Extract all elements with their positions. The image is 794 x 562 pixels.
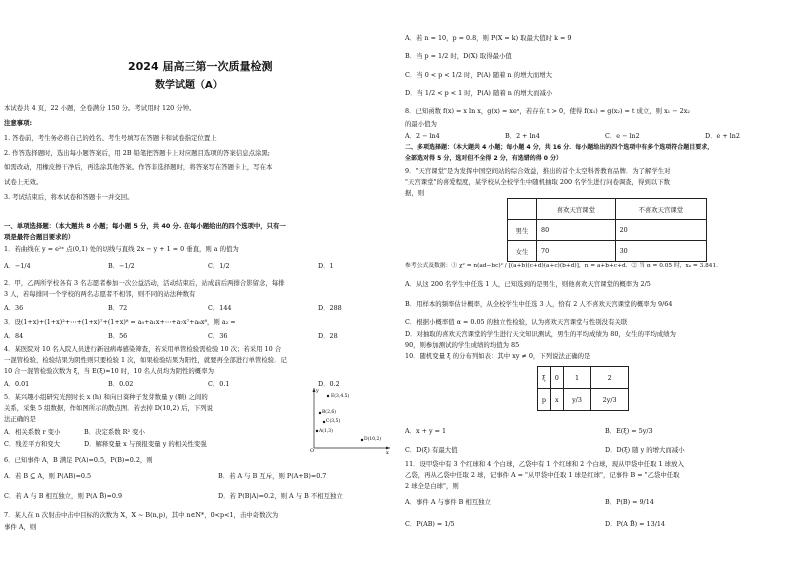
option-d: D．若 P(B|A)=0.2，则 A 与 B 不相互独立 [218,492,343,500]
option-b: B．P(B) = 9/14 [605,498,654,506]
option-b: B．若 A 与 B 互斥，则 P(A+B)=0.7 [218,472,327,480]
table-cell: 不喜欢天宫课堂 [615,199,706,220]
option-b: B．−1/2 [108,262,135,270]
question-11-cont: 乙袋，再从乙袋中任取 2 球，记事件 A = "从甲袋中任取 1 球是红球"，记事件 B = "乙袋中任取 [405,471,680,479]
question-9: 9．"天宫课堂"是为发挥中国空间站的综合效益，推出的首个太空科普教育品牌．为了解学生对 [405,167,671,175]
question-10: 10．随机变量 ξ 的分布列如表：其中 xy ≠ 0，下列说法正确的是 [405,352,591,360]
note-line: 试卷上无效。 [4,178,43,186]
question-5-cont: 法正确的是 [4,415,36,423]
option-a: A．−1/4 [4,262,31,270]
exam-info: 本试卷共 4 页，22 小题，全卷满分 150 分。考试用时 120 分钟。 [4,104,196,112]
table-cell: p [538,389,551,411]
table-cell: 30 [615,241,706,262]
table-cell: 2y/3 [591,389,629,411]
option-d: D．1 [318,262,334,270]
note-line: 2. 作答选择题时，选出每小题答案后，用 2B 铅笔把答题卡上对应题目选项的答案信息点涂黑; [4,149,270,157]
option-c: C．e − ln2 [605,132,640,140]
section1-heading-cont: 项是最符合题目要求的） [4,233,75,241]
option-a: A．相关系数 r 变小 [4,428,61,436]
option-b: B．2 + ln4 [505,132,540,140]
option-b: B．56 [108,332,128,340]
question-11: 11．设甲袋中有 3 个红球和 4 个白球，乙袋中有 1 个红球和 2 个白球，现从甲袋中任取 1 球放入 [405,460,684,468]
y-axis-label: y [316,388,319,394]
option-d: D．288 [318,304,342,312]
table-cell: 2 [591,367,629,389]
option-c: C．36 [208,332,228,340]
survey-table [507,198,707,262]
question-8: 8．已知函数 f(x) = x ln x，g(x) = xeˣ，若存在 t > 0，使得 f(x₁) = g(x₂) = t 成立，则 x₁ − 2x₂ [405,107,690,115]
question-6: 6．已知事件 A，B 满足 P(A)=0.5，P(B)=0.2，则 [4,456,153,464]
option-c: C．根据小概率值 α = 0.05 的独立性检验，认为喜欢天宫课堂与性别没有关联 [405,318,628,326]
table-cell: 20 [615,220,706,241]
option-d: D．D(ξ) 随 y 的增大而减小 [605,446,685,454]
option-b: B．72 [108,304,128,312]
option-b: B．E(ξ) = 5y/3 [605,427,653,435]
note-line: 1. 答卷前，考生务必将自己的姓名、考生号填写在答题卡和试卷指定位置上 [4,134,217,142]
table-cell: 喜欢天宫课堂 [537,199,616,220]
option-b: B．用样本的频率估计概率，从全校学生中任选 3 人，恰有 2 人不喜欢天宫课堂的概率为 9/64 [405,300,673,308]
right-column [397,0,794,562]
table-cell: 70 [537,241,616,262]
option-c: C．1/2 [208,262,230,270]
point-label: C(3,5) [326,419,341,424]
option-b: B．决定系数 R² 变小 [84,428,145,436]
point-d [361,439,363,441]
question-5: 5．某兴趣小组研究光照时长 x (h) 和向日葵种子发芽数量 y (颗) 之间的 [4,393,208,401]
question-3: 3．设(1+x)+(1+x)²+⋯+(1+x)⁷+(1+x)⁸ = a₀+a₁x+⋯+a₇x⁷+a₈x⁸，则 a₂ = [4,318,236,326]
option-d: D．对抽取的喜欢天宫课堂的学生进行天文知识测试，男生的平均成绩为 80，女生的平均成绩为 [405,330,676,338]
option-d: D．解释变量 x 与预报变量 y 的相关性变强 [84,440,207,448]
option-d: D．P(A B̄) = 13/14 [605,520,665,528]
point-label: A(1,3) [319,429,333,434]
table-cell: 0 [550,367,563,389]
option-c: C．残差平方和变大 [4,440,61,448]
option-a: A．x + y = 1 [405,427,447,435]
table-row [508,241,707,262]
option-a: A．36 [4,304,24,312]
option-d: D．e + ln2 [705,132,740,140]
exam-subtitle: 数学试题（A） [155,80,223,91]
question-4: 4．某医院对 10 名入院人员进行新冠病毒感染筛查，若采用单管检验需检验 10 次；若采用 10 合 [4,345,282,353]
question-7: 7．某人在 n 次射击中击中目标的次数为 X，X ~ B(n,p)，其中 n∈N*，0<p<1，击中奇数次为 [4,511,279,519]
x-axis-label: x [386,450,389,454]
point-label: E(3,4.5) [331,394,350,399]
question-9-cont: "天宫课堂"的喜爱程度，某学校从全校学生中随机抽取 200 名学生进行问卷调查，得到以下数 [405,178,670,186]
notes-title: 注意事项: [4,119,33,127]
exam-title: 2024 届高三第一次质量检测 [128,60,273,73]
option-b: B．当 p = 1/2 时，D(X) 取得最小值 [405,52,512,60]
question-11-cont: 2 球全是白球"，则 [405,482,459,490]
table-cell: 女生 [508,241,537,262]
question-7-cont: 事件 A，则 [4,523,37,531]
option-c: C．144 [208,304,232,312]
option-a: A．2 − ln4 [405,132,440,140]
table-cell: 1 [563,367,590,389]
table-row [538,367,629,389]
option-d-cont: 90，则参加测试的学生成绩的均值为 85 [405,341,520,349]
option-c: C．当 0 < p < 1/2 时，P(A) 随着 n 的增大而增大 [405,71,553,79]
option-a: A．0.01 [4,380,30,388]
question-4-cont: 一混管检验，检验结果为阴性则只要检验 1 次，如果检验结果为阳性，就要再全部进行单管检验．记 [4,356,287,364]
option-b: B．0.02 [108,380,134,388]
scatter-plot-figure [300,386,392,454]
option-d: D．0.2 [318,380,340,388]
point-label: D(10,2) [364,437,382,442]
table-cell [508,199,537,220]
note-line: 如需改动，用橡皮擦干净后，再选涂其他答案。作答非选择题时，将答案写在答题卡上，写在本 [4,163,273,171]
option-c: C．P(AB) = 1/5 [405,520,455,528]
section2-heading-cont: 全部选对得 5 分，选对但不全得 2 分，有选错的得 0 分） [405,155,563,162]
table-row [508,220,707,241]
table-cell: 男生 [508,220,537,241]
option-c: C．0.1 [208,380,230,388]
table-cell: 80 [537,220,616,241]
option-d: D．当 1/2 < p < 1 时，P(A) 随着 n 的增大而减小 [405,89,553,97]
question-2: 2．甲，乙两所学校各有 3 名志愿者参加一次公益活动，活动结束后，站成前后两排合影留念，每排 [4,279,285,287]
reference-formula: 参考公式及数据：① χ² = n(ad−bc)² / [(a+b)(c+d)(a+c)(b+d)]，n = a+b+c+d．② 当 α = 0.05 时，xₐ = 3.841． [405,263,722,269]
question-9-cont: 据，则 [405,189,425,197]
question-5-cont: 关系，采集 5 组数据，作如图所示的散点图．若去掉 D(10,2) 后，下列说 [4,404,214,412]
option-c: C．若 A 与 B 相互独立，则 P(A B̄)=0.9 [4,492,123,500]
point-b [319,412,321,414]
option-c: C．D(ξ) 有最大值 [405,446,458,454]
option-a: A．若 B ⊆ A，则 P(AB)=0.5 [4,472,92,480]
note-line: 3. 考试结束后，将本试卷和答题卡一并交回。 [4,193,134,201]
point-a [316,430,318,432]
option-a: A．若 n = 10，p = 0.8，则 P(X = k) 取最大值时 k = 9 [405,34,572,42]
table-cell: ξ [538,367,551,389]
origin-label: O [310,448,315,454]
section2-heading: 二、多项选择题：（本大题共 4 小题；每小题 4 分，共 16 分．每小题给出的四个选项中有多个选项符合题目要求， [405,144,714,151]
point-label: B(2,6) [322,410,336,415]
point-c [323,421,325,423]
table-header-row [508,199,707,220]
option-a: A．84 [4,332,24,340]
question-2-cont: 3 人，若每排同一个学校的两名志愿者不相邻，则不同的站法种数有 [4,290,196,298]
table-row [538,389,629,411]
table-cell: y/3 [563,389,590,411]
option-a: A．事件 A 与事件 B 相互独立 [405,498,491,506]
option-a: A．从这 200 名学生中任选 1 人，已知选到的是男生，则他喜欢天宫课堂的概率为 2/5 [405,280,651,288]
question-1: 1．若曲线在 y = e²ˣ 点(0,1) 处的切线与直线 2x − y + 1 = 0 垂直，则 a 的值为 [4,245,239,253]
point-e [327,395,329,397]
section1-heading: 一、单项选择题：（本大题共 8 小题；每小题 5 分，共 40 分. 在每小题给出的四个选项中，只有一 [4,222,286,230]
table-cell: x [550,389,563,411]
option-d: D．28 [318,332,338,340]
question-4-cont: 10 合一混管检验次数为 ξ，当 E(ξ)=10 时，10 名人员均为阴性的概率为 [4,367,214,375]
distribution-table [537,366,629,411]
question-8-cont: 的最小值为 [405,120,437,128]
